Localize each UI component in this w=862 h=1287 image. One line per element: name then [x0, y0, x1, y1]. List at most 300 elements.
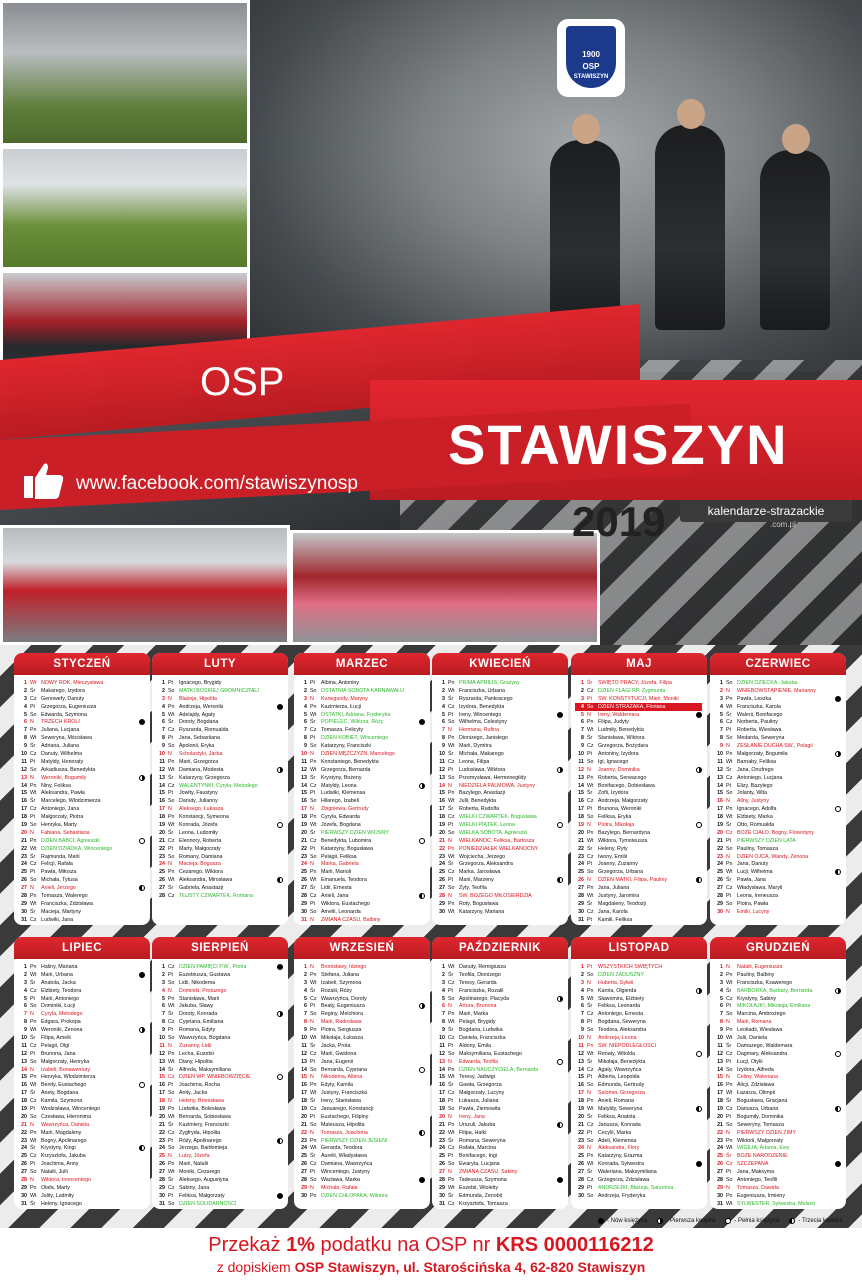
day-number: 18	[578, 814, 584, 821]
nameday-text: Marty, Małgorzaty	[179, 845, 221, 852]
nameday-text: Aliny, Justyny	[737, 798, 769, 805]
day-number: 19	[578, 1105, 584, 1112]
day-row	[18, 876, 145, 884]
weekday: Śr	[30, 798, 36, 805]
new-moon-icon	[277, 704, 283, 710]
facebook-link[interactable]: www.facebook.com/stawiszynosp	[76, 473, 358, 494]
title-city: STAWISZYN	[448, 413, 789, 476]
day-row	[18, 1002, 145, 1010]
day-row	[575, 1160, 702, 1168]
nameday-text: Januarego, Konstancji	[321, 1105, 374, 1112]
day-number: 15	[21, 790, 27, 797]
day-row	[18, 797, 145, 805]
weekday: Pt	[587, 963, 593, 970]
day-row	[298, 1042, 425, 1050]
weekday: So	[310, 1011, 317, 1018]
weekday: So	[726, 790, 733, 797]
day-number: 14	[21, 1066, 27, 1073]
day-row	[714, 1160, 841, 1168]
weekday: N	[30, 1011, 34, 1018]
first-moon-icon	[277, 1011, 283, 1017]
day-number: 13	[578, 774, 584, 781]
nameday-text: Stanisława, Wiktora	[598, 735, 645, 742]
day-row	[575, 1026, 702, 1034]
day-row	[436, 797, 563, 805]
logo-year: 1900	[582, 50, 600, 59]
nameday-text: Lidii, Ernesta	[321, 885, 352, 892]
weekday: Cz	[310, 837, 317, 844]
day-number: 16	[21, 1082, 27, 1089]
day-row	[298, 900, 425, 908]
day-number: 29	[21, 1184, 27, 1191]
day-number: 1	[581, 679, 584, 686]
weekday: N	[30, 774, 34, 781]
day-number: 2	[581, 971, 584, 978]
weekday: So	[587, 971, 594, 978]
day-number: 11	[578, 758, 584, 765]
weekday: Pt	[30, 703, 36, 710]
day-number: 20	[21, 829, 27, 836]
day-number: 12	[717, 766, 723, 773]
day-number: 8	[581, 1019, 584, 1026]
day-row	[298, 868, 425, 876]
nameday-text: Grzegorza, Bernarda	[321, 766, 371, 773]
day-number: 31	[21, 1200, 27, 1207]
weekday: Cz	[587, 1011, 594, 1018]
nameday-text: Ignacego, Adolfa	[737, 806, 777, 813]
day-row	[18, 995, 145, 1003]
day-number: 26	[21, 1161, 27, 1168]
nameday-text: Teofila, Dionizego	[459, 971, 501, 978]
weekday: N	[168, 695, 172, 702]
day-number: 30	[578, 1192, 584, 1199]
nameday-text: Marka, Gabriela	[321, 861, 359, 868]
day-number: 30	[301, 1192, 307, 1199]
weekday: Wt	[310, 711, 317, 718]
nameday-text: Bogny, Apolinarego	[41, 1137, 87, 1144]
day-number: 11	[717, 758, 723, 765]
day-number: 26	[301, 877, 307, 884]
day-number: 26	[578, 877, 584, 884]
day-number: 9	[442, 1027, 445, 1034]
nameday-text: ŚW. NIEPODLEGŁOŚCI	[598, 1042, 656, 1049]
nameday-text: Romana, Edyty	[179, 1027, 216, 1034]
nameday-text: Feliksa, Eryka	[598, 814, 632, 821]
day-number: 7	[24, 727, 27, 734]
day-number: 4	[720, 987, 723, 994]
day-number: 25	[159, 869, 165, 876]
day-number: 28	[578, 892, 584, 899]
nameday-text: Julii, Daniela	[737, 1034, 768, 1041]
day-row	[156, 821, 283, 829]
day-row	[156, 711, 283, 719]
day-row	[714, 1105, 841, 1113]
weekday: So	[310, 1121, 317, 1128]
day-row	[298, 789, 425, 797]
nameday-text: Marcelego, Włodzimierza	[41, 798, 101, 805]
weekday: Pn	[30, 1019, 37, 1026]
day-number: 19	[439, 1105, 445, 1112]
day-number: 20	[439, 829, 445, 836]
day-row	[18, 900, 145, 908]
weekday: Wt	[30, 679, 37, 686]
day-number: 4	[162, 703, 165, 710]
weekday: Wt	[168, 1169, 175, 1176]
weekday: Wt	[168, 877, 175, 884]
day-row	[18, 1105, 145, 1113]
weekday: Pt	[448, 1042, 454, 1049]
day-number: 22	[717, 845, 723, 852]
nameday-text: Tomasza, Felicyty	[321, 727, 364, 734]
nameday-text: Franciszka, Urbana	[459, 687, 505, 694]
nameday-text: Rozalii, Róży	[321, 987, 352, 994]
full-moon-icon	[696, 1051, 702, 1057]
day-number: 4	[720, 703, 723, 710]
day-number: 27	[159, 1169, 165, 1176]
nameday-text: Magdaleny, Teodozji	[598, 900, 646, 907]
day-row	[298, 1002, 425, 1010]
day-number: 10	[159, 1034, 165, 1041]
weekday: Wt	[310, 1090, 317, 1097]
weekday: Cz	[587, 1066, 594, 1073]
day-row	[575, 1058, 702, 1066]
day-row	[575, 1050, 702, 1058]
weekday: Cz	[30, 806, 37, 813]
day-row	[436, 789, 563, 797]
weekday: Wt	[30, 1082, 37, 1089]
nameday-text: Ludwiki, Klemensa	[321, 790, 366, 797]
day-row	[575, 868, 702, 876]
calendar-grid	[0, 645, 862, 1235]
day-number: 21	[21, 1121, 27, 1128]
full-moon-icon	[725, 1218, 731, 1224]
weekday: Pt	[30, 1161, 36, 1168]
day-number: 17	[439, 806, 445, 813]
day-row	[575, 750, 702, 758]
weekday: Wt	[448, 743, 455, 750]
day-number: 2	[720, 971, 723, 978]
nameday-text: Jana, Sebastiana	[179, 735, 220, 742]
nameday-text: DZIEŃ DZIECKA, Jakuba	[737, 679, 798, 686]
day-number: 3	[304, 695, 307, 702]
day-row	[156, 1034, 283, 1042]
day-row	[18, 758, 145, 766]
day-number: 7	[581, 1011, 584, 1018]
weekday: Wt	[168, 766, 175, 773]
month-card	[432, 653, 568, 925]
weekday: Śr	[168, 719, 174, 726]
day-row	[714, 774, 841, 782]
weekday: Wt	[726, 703, 733, 710]
nameday-text: Heleny, Ryty	[598, 845, 628, 852]
nameday-text: Aurelii, Władysława	[321, 1153, 367, 1160]
weekday: Cz	[168, 782, 175, 789]
weekday: Pn	[168, 1050, 175, 1057]
day-number: 16	[439, 798, 445, 805]
day-row	[18, 1137, 145, 1145]
nameday-text: Anity, Jacka	[179, 1090, 208, 1097]
day-row	[714, 837, 841, 845]
nameday-text: Ireny, Waldemara	[598, 711, 640, 718]
day-number: 12	[159, 1050, 165, 1057]
day-row	[436, 774, 563, 782]
weekday: Pt	[310, 735, 316, 742]
day-number: 29	[578, 1184, 584, 1191]
nameday-text: Euzebiusza, Gustawa	[179, 971, 231, 978]
day-number: 23	[717, 1137, 723, 1144]
nameday-text: Brunona, Weroniki	[598, 806, 642, 813]
day-number: 6	[442, 719, 445, 726]
day-row	[436, 726, 563, 734]
weekday: Śr	[726, 1098, 732, 1105]
day-number: 13	[21, 774, 27, 781]
nameday-text: Beaty, Eugeniusza	[321, 1003, 365, 1010]
weekday: So	[168, 743, 175, 750]
weekday: Pt	[310, 845, 316, 852]
day-number: 8	[581, 735, 584, 742]
day-row	[714, 1073, 841, 1081]
full-moon-icon	[835, 1051, 841, 1057]
nameday-text: Edmunda, Zenobii	[459, 1192, 502, 1199]
weekday: N	[726, 1074, 730, 1081]
weekday: Cz	[168, 1074, 175, 1081]
day-number: 19	[301, 821, 307, 828]
day-number: 16	[578, 798, 584, 805]
nameday-text: Anieli, Jana	[321, 892, 349, 899]
day-number: 5	[304, 995, 307, 1002]
nameday-text: Marii, Marzeny	[459, 877, 494, 884]
day-number: 19	[717, 1105, 723, 1112]
day-row	[298, 860, 425, 868]
first-moon-icon	[419, 1003, 425, 1009]
month-title: KWIECIEŃ	[432, 653, 568, 675]
nameday-text: Arkadiusza, Benedykta	[41, 766, 96, 773]
weekday: Pt	[168, 971, 174, 978]
day-number: 2	[720, 687, 723, 694]
day-row	[298, 908, 425, 916]
day-row	[298, 718, 425, 726]
nameday-text: Franciszka, Rozalii	[459, 987, 504, 994]
day-number: 18	[301, 814, 307, 821]
day-number: 8	[24, 1019, 27, 1026]
day-row	[714, 758, 841, 766]
day-number: 27	[21, 1169, 27, 1176]
weekday: Wt	[587, 782, 594, 789]
nameday-text: Krzysztofa, Tomasza	[459, 1200, 508, 1207]
day-number: 9	[24, 1027, 27, 1034]
day-number: 10	[439, 750, 445, 757]
day-number: 17	[717, 1090, 723, 1097]
weekday: Cz	[587, 853, 594, 860]
month-title: MARZEC	[294, 653, 430, 675]
nameday-text: Eustachego, Filipiny	[321, 1113, 369, 1120]
nameday-text: WALENTYNKI, Cyryla, Metodego	[179, 782, 258, 789]
day-row	[436, 1184, 563, 1192]
day-row	[575, 718, 702, 726]
day-row	[18, 1042, 145, 1050]
day-number: 26	[439, 877, 445, 884]
day-number: 17	[21, 806, 27, 813]
day-row	[714, 829, 841, 837]
nameday-text: Dominiki, Łucji	[41, 1003, 76, 1010]
weekday: So	[30, 1058, 37, 1065]
weekday: Pt	[168, 790, 174, 797]
weekday: Śr	[30, 979, 36, 986]
day-row	[575, 995, 702, 1003]
nameday-text: Karola, Olgierda	[598, 987, 637, 994]
nameday-text: Michała, Tytusa	[41, 877, 78, 884]
weekday: Śr	[168, 1011, 174, 1018]
day-row	[575, 813, 702, 821]
nameday-text: DZIEŃ WP, WNIEBOWZIĘCIE	[179, 1074, 251, 1081]
weekday: So	[448, 829, 455, 836]
weekday: Pn	[30, 892, 37, 899]
day-row	[298, 797, 425, 805]
day-number: 28	[578, 1176, 584, 1183]
nameday-text: DZIEŃ MATKI, Filipa, Pauliny	[598, 877, 668, 884]
day-number: 12	[439, 1050, 445, 1057]
day-number: 4	[442, 987, 445, 994]
new-moon-icon	[277, 1193, 283, 1199]
day-number: 4	[162, 987, 165, 994]
weekday: So	[310, 1176, 317, 1183]
weekday: Pn	[168, 1161, 175, 1168]
weekday: So	[726, 845, 733, 852]
nameday-text: Elizy, Bazylego	[737, 782, 773, 789]
nameday-text: Michała, Makarego	[459, 750, 504, 757]
day-row	[714, 1113, 841, 1121]
day-row	[714, 679, 841, 687]
weekday: Pt	[30, 758, 36, 765]
day-number: 24	[439, 861, 445, 868]
weekday: Wt	[30, 1137, 37, 1144]
day-row	[436, 1160, 563, 1168]
weekday: Wt	[726, 1090, 733, 1097]
nameday-text: NOWY ROK, Mieczysława	[41, 679, 104, 686]
day-number: 10	[21, 1034, 27, 1041]
nameday-text: Wawrzyńca, Doroty	[321, 995, 367, 1002]
weekday: N	[726, 1184, 730, 1191]
day-row	[714, 845, 841, 853]
day-row	[156, 1160, 283, 1168]
day-row	[156, 1002, 283, 1010]
day-row	[156, 1129, 283, 1137]
day-row	[156, 1168, 283, 1176]
day-row	[18, 782, 145, 790]
weekday: Cz	[30, 861, 37, 868]
weekday: Śr	[587, 735, 593, 742]
day-row	[298, 774, 425, 782]
first-moon-icon	[557, 767, 563, 773]
weekday: Śr	[448, 1137, 454, 1144]
day-number: 22	[578, 1129, 584, 1136]
day-number: 10	[578, 750, 584, 757]
day-number: 10	[439, 1034, 445, 1041]
day-number: 27	[301, 1169, 307, 1176]
day-number: 21	[301, 837, 307, 844]
weekday: Śr	[726, 877, 732, 884]
day-row	[18, 1129, 145, 1137]
day-number: 9	[304, 1027, 307, 1034]
nameday-text: Alicji, Zdzisława	[737, 1082, 775, 1089]
nameday-text: Marii, Romana	[737, 1019, 772, 1026]
day-number: 18	[439, 814, 445, 821]
nameday-text: Pauliny, Balbiny	[737, 971, 775, 978]
weekday: Śr	[587, 845, 593, 852]
day-row	[298, 1026, 425, 1034]
day-number: 10	[21, 750, 27, 757]
day-number: 6	[581, 1003, 584, 1010]
day-number: 24	[717, 861, 723, 868]
day-row	[436, 1002, 563, 1010]
weekday: Cz	[168, 1129, 175, 1136]
nameday-text: Grzegorza, Zdzisława	[598, 1176, 650, 1183]
nameday-text: Marcina, Ambrożego	[737, 1011, 786, 1018]
moon-legend	[598, 1218, 842, 1224]
nameday-text: Katarzyny, Mariana	[459, 908, 505, 915]
weekday: Cz	[310, 995, 317, 1002]
new-moon-icon	[277, 964, 283, 970]
day-row	[436, 718, 563, 726]
day-number: 9	[162, 1027, 165, 1034]
weekday: Cz	[726, 885, 733, 892]
day-number: 25	[159, 1153, 165, 1160]
day-row	[575, 742, 702, 750]
nameday-text: Matyldy, Leona	[321, 782, 357, 789]
day-number: 9	[581, 1027, 584, 1034]
day-row	[298, 995, 425, 1003]
day-number: 11	[159, 758, 165, 765]
day-number: 4	[581, 987, 584, 994]
day-row	[575, 734, 702, 742]
weekday: Śr	[30, 743, 36, 750]
weekday: Pt	[587, 750, 593, 757]
nameday-text: Władysława, Maryli	[737, 885, 783, 892]
day-row	[436, 805, 563, 813]
day-number: 12	[21, 766, 27, 773]
day-number: 18	[21, 1098, 27, 1105]
nameday-text: Franciszka, Ksawerego	[737, 979, 793, 986]
day-row	[18, 711, 145, 719]
nameday-text: Roty, Bogusława	[459, 900, 499, 907]
weekday: Wt	[30, 790, 37, 797]
nameday-text: Seweryna, Mścisława	[41, 735, 92, 742]
day-row	[18, 1192, 145, 1200]
day-row	[18, 853, 145, 861]
weekday: Pt	[310, 790, 316, 797]
weekday: Pn	[168, 869, 175, 876]
weekday: Pn	[448, 1011, 455, 1018]
day-number: 16	[717, 798, 723, 805]
weekday: N	[310, 861, 314, 868]
day-row	[575, 1097, 702, 1105]
weekday: Wt	[587, 1050, 594, 1057]
legend-new: - Nów księżyca	[598, 1218, 647, 1224]
weekday: Cz	[726, 1161, 733, 1168]
weekday: Śr	[726, 987, 732, 994]
nameday-text: Damiana, Wawrzyńca	[321, 1161, 373, 1168]
day-number: 16	[159, 798, 165, 805]
day-number: 15	[439, 1074, 445, 1081]
day-row	[298, 1129, 425, 1137]
nameday-text: Weroniki, Zenona	[41, 1027, 83, 1034]
day-row	[575, 1144, 702, 1152]
day-row	[714, 813, 841, 821]
nameday-text: Anatola, Jacka	[41, 979, 76, 986]
day-row	[18, 845, 145, 853]
nameday-text: Medarda, Seweryna	[737, 735, 785, 742]
weekday: Pn	[310, 758, 317, 765]
